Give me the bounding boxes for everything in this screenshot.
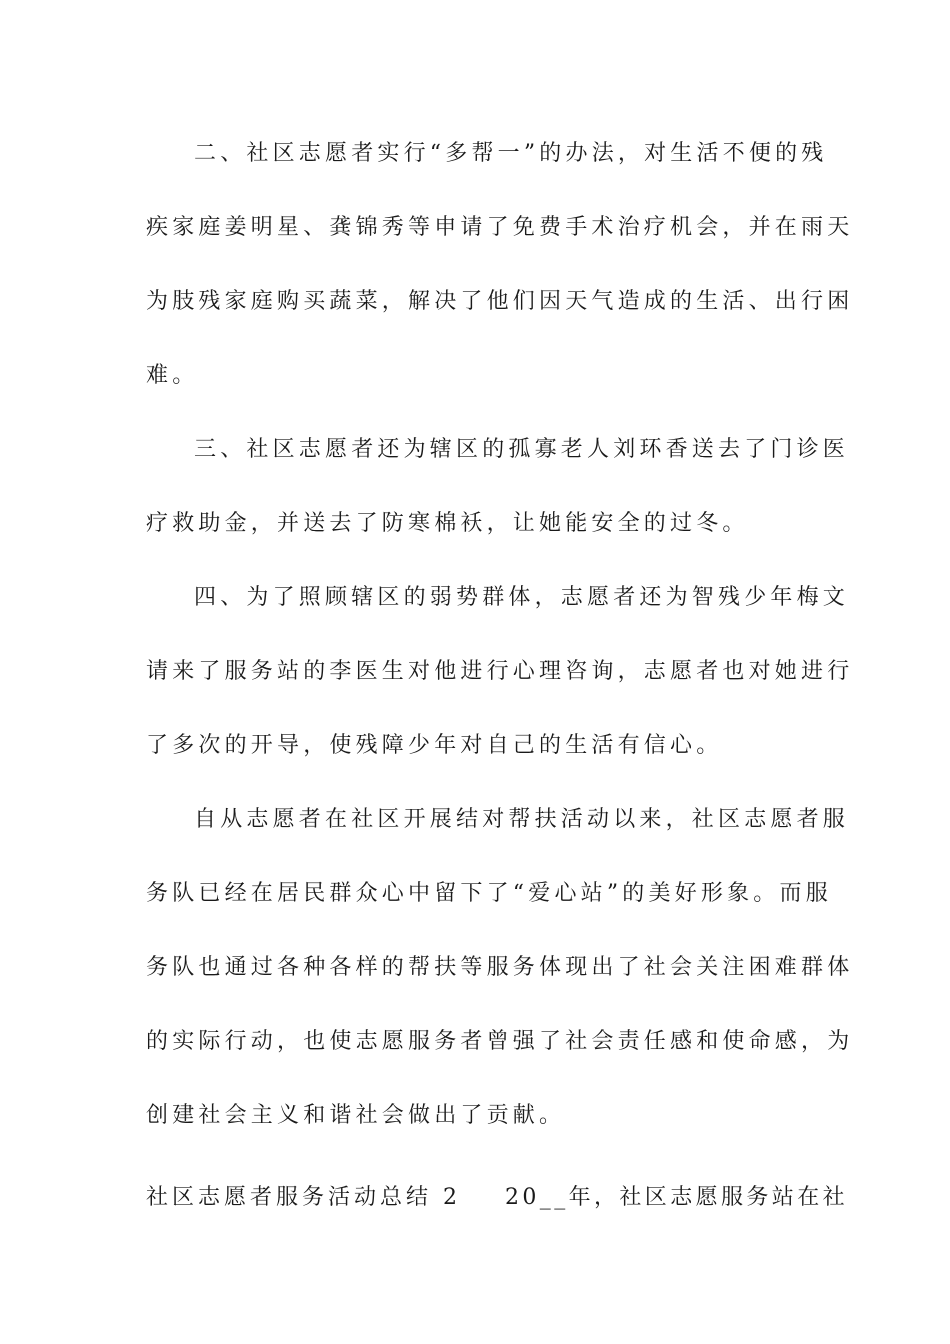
paragraph-line: 疗救助金，并送去了防寒棉袄，让她能安全的过冬。 — [146, 511, 749, 536]
section-heading-line — [146, 1178, 848, 1218]
paragraph-2 — [146, 117, 854, 413]
section-start-text: 20__年，社区志愿服务站在社 — [505, 1185, 848, 1210]
paragraph-line: 四、为了照顾辖区的弱势群体，志愿者还为智残少年梅文 — [194, 585, 850, 610]
paragraph-line: 务队已经在居民群众心中留下了“爱心站”的美好形象。而服 — [146, 881, 832, 906]
paragraph-line: 请来了服务站的李医生对他进行心理咨询，志愿者也对她进行 — [146, 659, 854, 684]
paragraph-line: 创建社会主义和谐社会做出了贡献。 — [146, 1103, 566, 1128]
paragraph-line: 为肢残家庭购买蔬菜，解决了他们因天气造成的生活、出行困 — [146, 289, 854, 314]
paragraph-line: 二、社区志愿者实行“多帮一”的办法，对生活不便的残 — [194, 141, 828, 166]
paragraph-3 — [146, 413, 850, 561]
paragraph-line: 了多次的开导，使残障少年对自己的生活有信心。 — [146, 733, 723, 758]
paragraph-summary — [146, 783, 854, 1153]
paragraph-line: 难。 — [146, 363, 199, 388]
paragraph-line: 自从志愿者在社区开展结对帮扶活动以来，社区志愿者服 — [194, 807, 850, 832]
section-heading: 社区志愿者服务活动总结 2 — [146, 1185, 461, 1210]
paragraph-line: 三、社区志愿者还为辖区的孤寡老人刘环香送去了门诊医 — [194, 437, 850, 462]
paragraph-line: 疾家庭姜明星、龚锦秀等申请了免费手术治疗机会，并在雨天 — [146, 215, 854, 240]
paragraph-line: 的实际行动，也使志愿服务者曾强了社会责任感和使命感，为 — [146, 1029, 854, 1054]
paragraph-4 — [146, 561, 854, 783]
paragraph-line: 务队也通过各种各样的帮扶等服务体现出了社会关注困难群体 — [146, 955, 854, 980]
